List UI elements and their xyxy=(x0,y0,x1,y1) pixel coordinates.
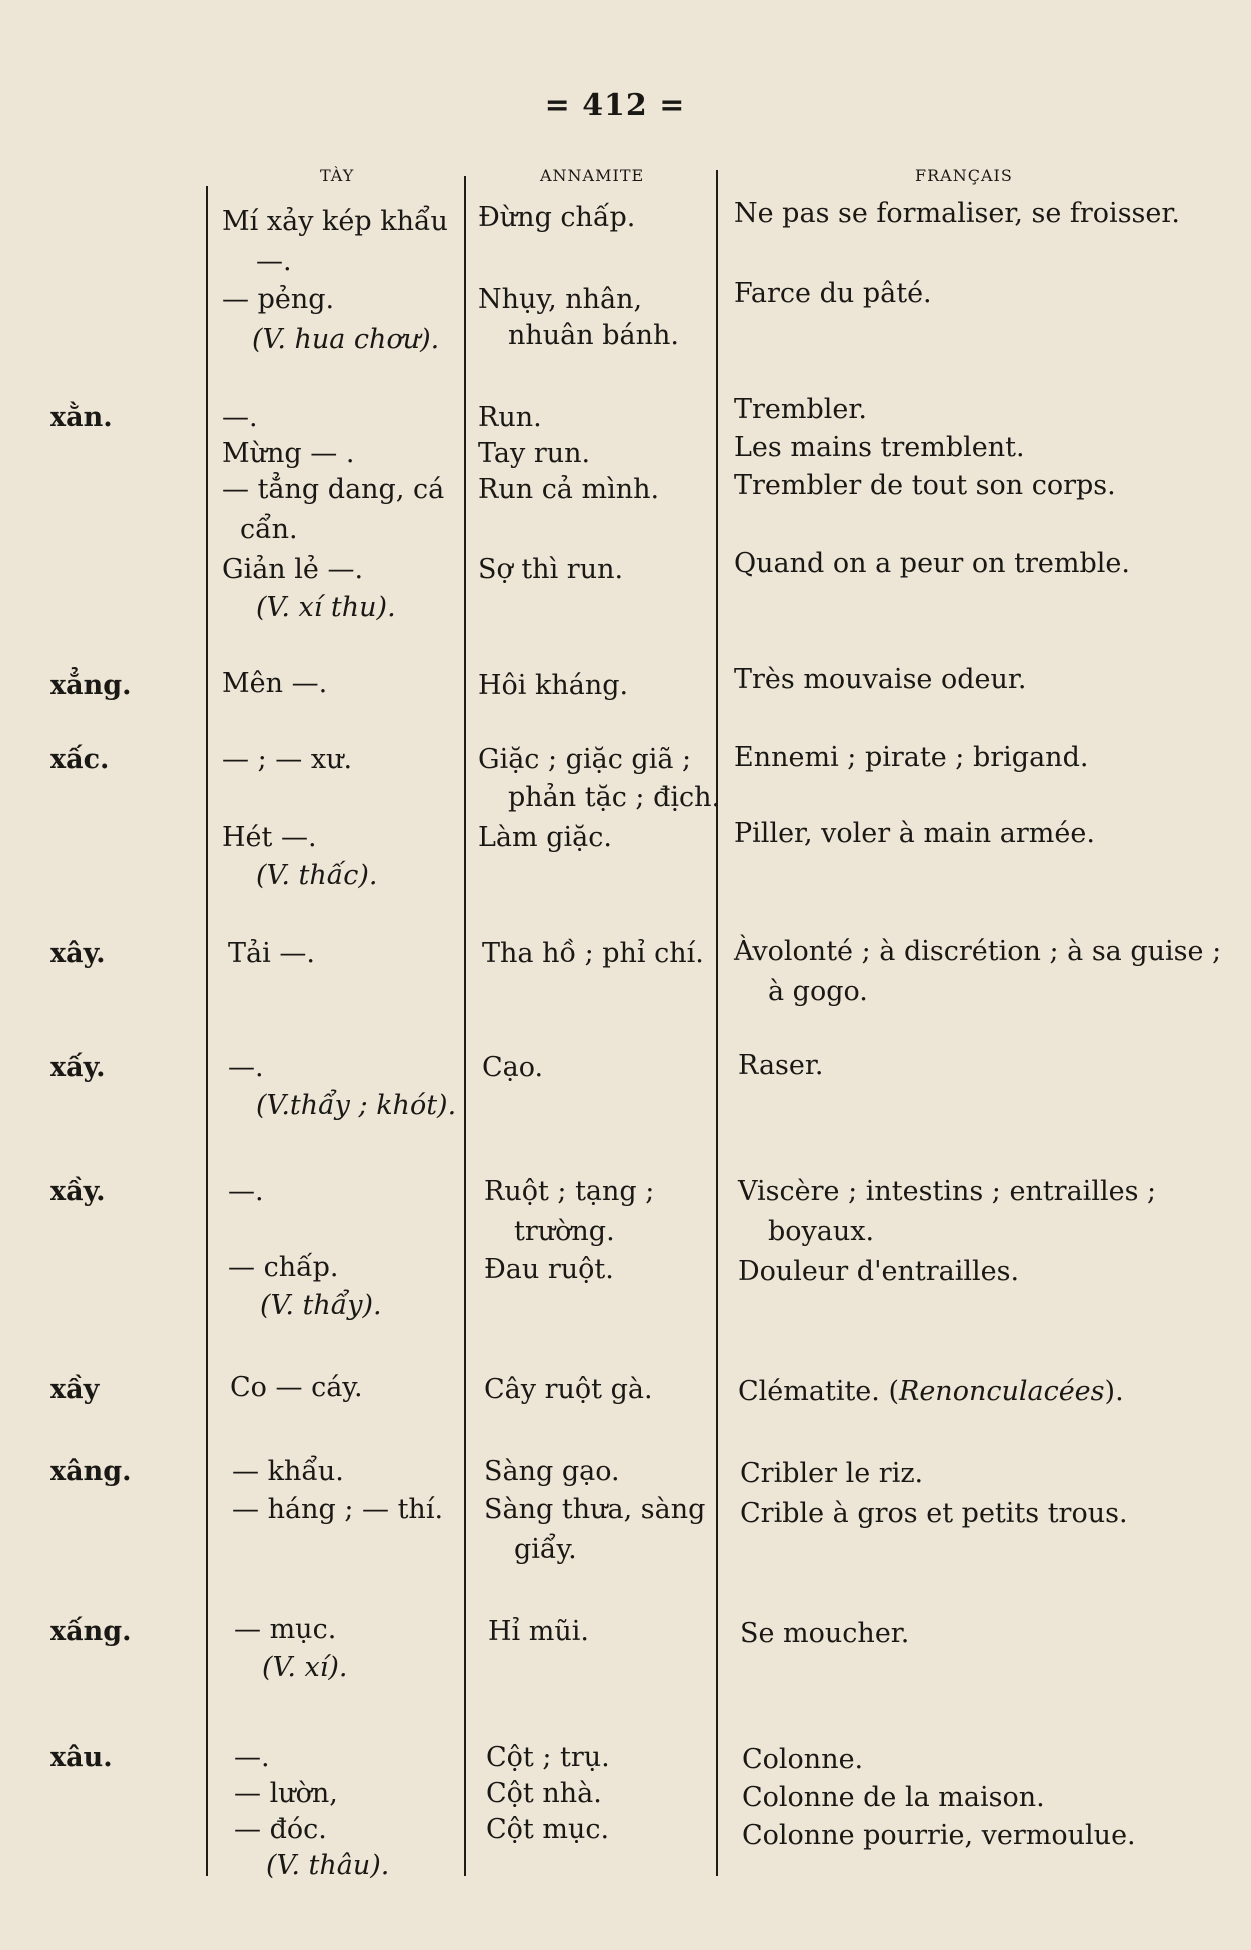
column-header-annamite: ANNAMITE xyxy=(540,166,645,185)
tay-line: (V. xí). xyxy=(262,1652,348,1683)
column-rule-right xyxy=(716,170,718,1876)
tay-line: (V. xí thu). xyxy=(256,592,396,623)
annamite-line: Đau ruột. xyxy=(484,1254,614,1285)
tay-line: — pẻng. xyxy=(222,284,335,315)
tay-line: Giản lẻ —. xyxy=(222,554,364,585)
annamite-line: Tha hồ ; phỉ chí. xyxy=(482,938,704,969)
headword: xấc. xyxy=(50,744,110,775)
annamite-line: Ruột ; tạng ; xyxy=(484,1176,655,1207)
annamite-line: Nhụy, nhân, xyxy=(478,284,643,315)
headword: xây. xyxy=(50,938,106,969)
headword: xẳng. xyxy=(50,670,132,701)
annamite-line: phản tặc ; địch. xyxy=(508,782,721,813)
tay-line: (V.thẩy ; khót). xyxy=(256,1090,457,1121)
francais-line: Colonne de la maison. xyxy=(742,1782,1045,1813)
tay-line: Mên —. xyxy=(222,668,328,699)
tay-line: Hét —. xyxy=(222,822,317,853)
francais-line: Raser. xyxy=(738,1050,824,1081)
tay-line: —. xyxy=(228,1176,264,1207)
annamite-line: Cây ruột gà. xyxy=(484,1374,653,1405)
francais-line: boyaux. xyxy=(768,1216,875,1247)
francais-line: Farce du pâté. xyxy=(734,278,932,309)
headword: xấng. xyxy=(50,1616,132,1647)
tay-line: —. xyxy=(234,1742,270,1773)
column-header-tay: TÀY xyxy=(320,166,355,185)
tay-line: —. xyxy=(228,1052,264,1083)
francais-line: Trembler de tout son corps. xyxy=(734,470,1116,501)
tay-line: cẩn. xyxy=(240,514,298,545)
annamite-line: Tay run. xyxy=(478,438,591,469)
francais-line: Cribler le riz. xyxy=(740,1458,924,1489)
francais-line: Trembler. xyxy=(734,394,867,425)
annamite-line: Cột nhà. xyxy=(486,1778,602,1809)
tay-line: —. xyxy=(222,402,258,433)
tay-line: — mục. xyxy=(234,1614,337,1645)
headword: xầy. xyxy=(50,1176,106,1207)
tay-line: — chấp. xyxy=(228,1252,339,1283)
headword: xằn. xyxy=(50,402,113,433)
francais-line: Viscère ; intestins ; entrailles ; xyxy=(738,1176,1157,1207)
tay-line: (V. thẩy). xyxy=(260,1290,382,1321)
annamite-line: Sàng thưa, sàng xyxy=(484,1494,706,1525)
francais-line: Se moucher. xyxy=(740,1618,910,1649)
headword: xâu. xyxy=(50,1742,113,1773)
tay-line: —. xyxy=(256,246,292,277)
annamite-line: Run cả mình. xyxy=(478,474,660,505)
headword: xâng. xyxy=(50,1456,132,1487)
francais-line: à gogo. xyxy=(768,976,868,1007)
column-rule-middle xyxy=(464,176,466,1876)
tay-line: (V. thấc). xyxy=(256,860,378,891)
francais-line: Àvolonté ; à discrétion ; à sa guise ; xyxy=(734,936,1222,967)
annamite-line: Làm giặc. xyxy=(478,822,612,853)
annamite-line: Sợ thì run. xyxy=(478,554,624,585)
annamite-line: Cạo. xyxy=(482,1052,544,1083)
annamite-line: Cột ; trụ. xyxy=(486,1742,610,1773)
annamite-line: Hôi kháng. xyxy=(478,670,629,701)
tay-line: Mừng — . xyxy=(222,438,355,469)
annamite-line: Hỉ mũi. xyxy=(488,1616,589,1647)
headword: xấy. xyxy=(50,1052,106,1083)
tay-line: Tải —. xyxy=(228,938,315,969)
tay-line: Co — cáy. xyxy=(230,1372,363,1403)
francais-line: Douleur d'entrailles. xyxy=(738,1256,1020,1287)
annamite-line: trường. xyxy=(514,1216,615,1247)
tay-line: Mí xảy kép khẩu xyxy=(222,206,448,237)
francais-line: Crible à gros et petits trous. xyxy=(740,1498,1128,1529)
annamite-line: Run. xyxy=(478,402,542,433)
page-number: = 412 = xyxy=(544,88,686,123)
annamite-line: nhuân bánh. xyxy=(508,320,679,351)
francais-line: Clématite. (Renonculacées). xyxy=(738,1376,1124,1407)
tay-line: — tẳng dang, cá xyxy=(222,474,445,505)
column-rule-left xyxy=(206,186,208,1876)
francais-line: Piller, voler à main armée. xyxy=(734,818,1095,849)
francais-line: Quand on a peur on tremble. xyxy=(734,548,1130,579)
tay-line: — lườn, xyxy=(234,1778,338,1809)
tay-line: (V. thâu). xyxy=(266,1850,390,1881)
annamite-line: Giặc ; giặc giã ; xyxy=(478,744,692,775)
column-header-francais: FRANÇAIS xyxy=(915,166,1013,185)
francais-line: Les mains tremblent. xyxy=(734,432,1025,463)
headword: xầy xyxy=(50,1374,100,1405)
annamite-line: Cột mục. xyxy=(486,1814,610,1845)
tay-line: — ; — xư. xyxy=(222,744,353,775)
tay-line: (V. hua chơư). xyxy=(252,324,440,355)
annamite-line: Đừng chấp. xyxy=(478,202,636,233)
annamite-line: Sàng gạo. xyxy=(484,1456,620,1487)
annamite-line: giẩy. xyxy=(514,1534,577,1565)
tay-line: — đóc. xyxy=(234,1814,327,1845)
francais-line: Très mouvaise odeur. xyxy=(734,664,1027,695)
tay-line: — háng ; — thí. xyxy=(232,1494,444,1525)
francais-line: Colonne. xyxy=(742,1744,864,1775)
francais-line: Ne pas se formaliser, se froisser. xyxy=(734,198,1180,229)
francais-line: Colonne pourrie, vermoulue. xyxy=(742,1820,1136,1851)
francais-line: Ennemi ; pirate ; brigand. xyxy=(734,742,1089,773)
tay-line: — khẩu. xyxy=(232,1456,344,1487)
